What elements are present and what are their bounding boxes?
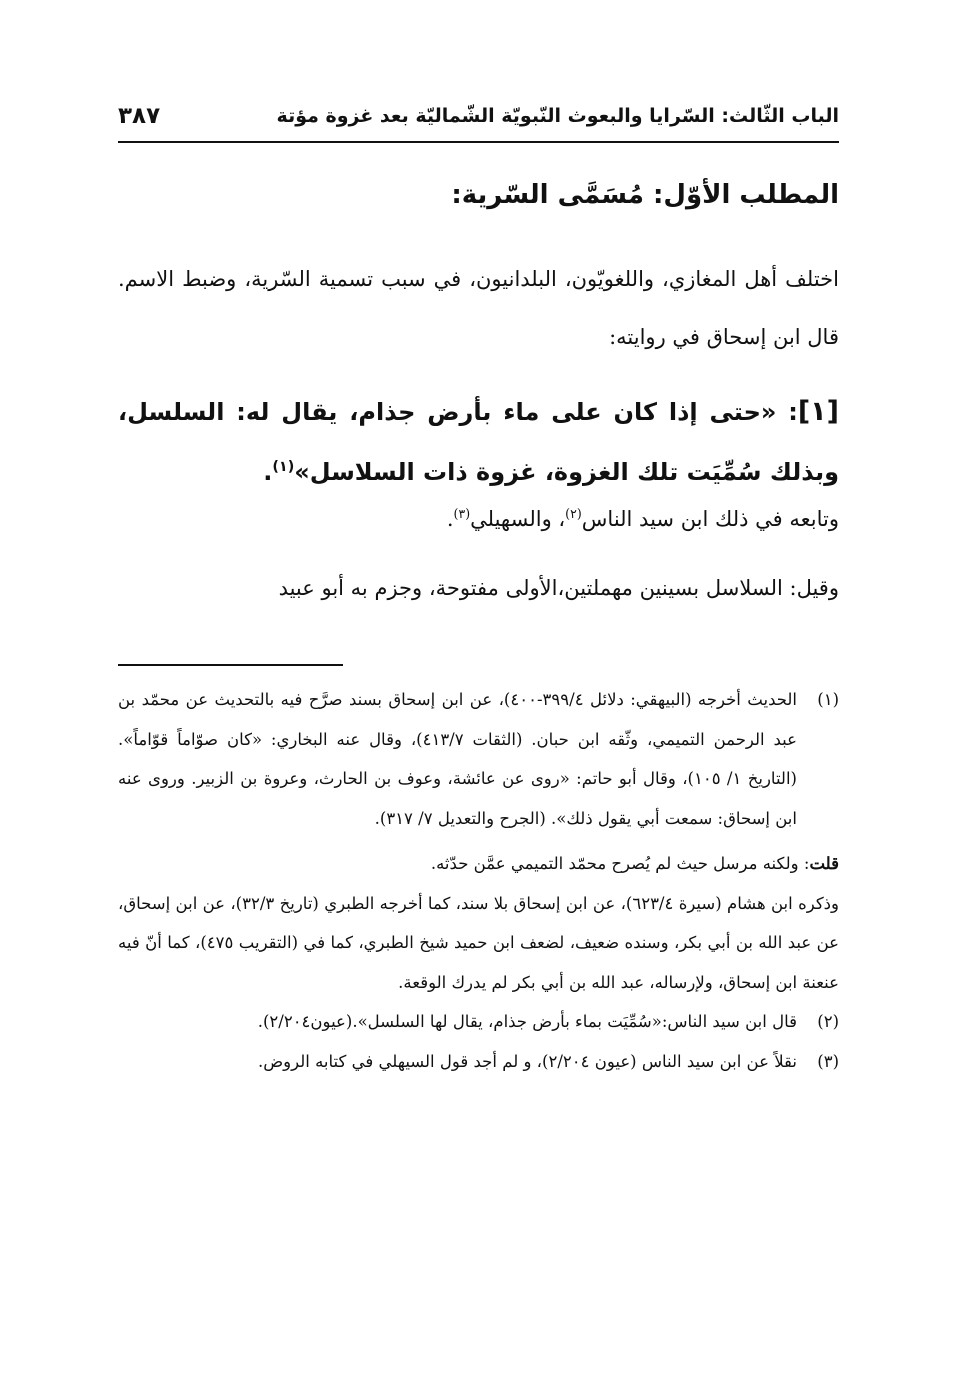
footnote-text: الحديث أخرجه (البيهقي: دلائل ٣٩٩/٤-٤٠٠)، عن ابن إسحاق بسند صرَّح فيه بالتحديث عن محمّد بن عبد الرحمن التميمي، وثّقه ابن حبان. (الثقات ٤١٣/٧)، وقال عنه البخاري: «كان صوّاماً قوّاماً». (التاريخ ١/ ١٠٥)، وقال أبو حاتم: «روى عن عائشة، وعوف بن الحارث، وعروة بن الزبير. وروى عنه ابن إسحاق: سمعت أبي يقول ذلك». (الجرح والتعديل ٧/ ٣١٧). (118, 690, 798, 828)
running-header (118, 96, 839, 136)
follow-end: . (446, 507, 454, 531)
footnote-text: قال ابن سيد الناس:«سُمِّيَت بماء بأرض جذام، يقال لها السلسل».(عيون٢/٢٠٤). (257, 1012, 797, 1031)
narration-number: [١] (797, 396, 839, 427)
footnote-3 (118, 1042, 839, 1082)
footnotes (118, 680, 839, 1081)
section-heading: المطلب الأوّل: مُسَمَّى السّرية: (451, 180, 839, 210)
narration-end: . (263, 458, 273, 486)
footnote-number: (١) (817, 690, 839, 709)
footnote-number: (٢) (817, 1012, 839, 1031)
narration-text: : «حتى إذا كان على ماء بأرض جذام، يقال له: السلسل، وبذلك سُمِّيَت تلك الغزوة، غزوة ذات السلاسل» (118, 398, 839, 486)
footnote-note (118, 844, 839, 884)
running-title: الباب الثّالث: السّرايا والبعوث النّبويّة الشّماليّة بعد غزوة مؤتة (276, 105, 839, 127)
follow-text-1: وتابعه في ذلك ابن سيد الناس (581, 507, 839, 531)
footnote-text: نقلاً عن ابن سيد الناس (عيون ٢/٢٠٤)، و لم أجد قول السيهلي في كتابه الروض. (257, 1051, 797, 1071)
footnote-ref-1[interactable]: (١) (272, 459, 295, 475)
footnote-number: (٣) (817, 1051, 839, 1071)
follow-line (447, 507, 839, 531)
note-text: : ولكنه مرسل حيث لم يُصرح محمّد التميمي عمَّن حدّثه. (430, 854, 810, 873)
footnote-ref-2[interactable]: (٢) (565, 506, 582, 521)
intro-paragraph: اختلف أهل المغازي، واللغويّون، البلدانيون، في سبب تسمية السّرية، وضبط الاسم. قال ابن إسحاق في روايته: (118, 267, 839, 349)
footnote-2 (118, 1002, 839, 1042)
page-number: ٣٨٧ (118, 103, 161, 129)
footnote-1 (118, 680, 839, 838)
footnote-ref-3[interactable]: (٣) (453, 506, 471, 521)
last-line: وقيل: السلاسل بسينين مهملتين،الأولى مفتوحة، وجزم به أبو عبيد (278, 576, 839, 600)
footnote-separator (118, 664, 343, 666)
footnote-note-paragraph: وذكره ابن هشام (سيرة ٦٢٣/٤)، عن ابن إسحاق بلا سند، كما أخرجه الطبري (تاريخ ٣٢/٣)، عن ابن إسحاق، عن عبد الله بن أبي بكر، وسنده ضعيف، لضعف ابن حميد شيخ الطبري، كما في (التقريب ٤٧٥)، كما أنّ فيه عنعنة ابن إسحاق، ولإرساله، عبد الله بن أبي بكر لم يدرك الوقعة. (118, 893, 839, 992)
note-label: قلت (809, 854, 839, 873)
narration-block (118, 382, 839, 502)
header-rule (118, 141, 839, 143)
follow-text-2: ، والسهيلي (470, 507, 566, 531)
